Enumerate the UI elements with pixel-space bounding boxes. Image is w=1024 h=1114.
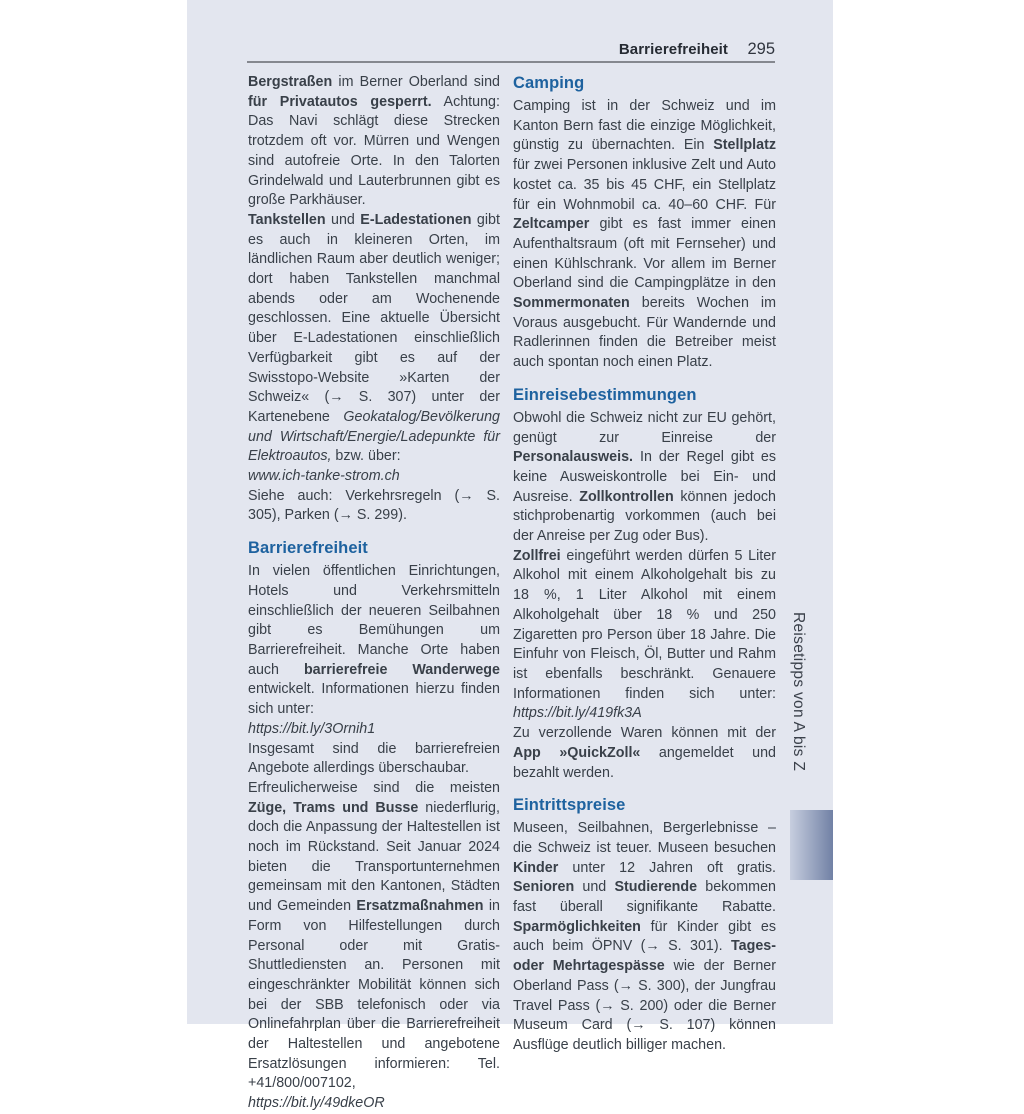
- chapter-tab: [790, 810, 833, 880]
- text-run: Zeltcamper: [513, 216, 590, 233]
- text-run: Achtung: Das Navi schlägt diese Strecken trotzdem oft vor. Mürren und Wengen sind autofreie Orte. In den Talorten Grindelwald und Lauterbrunnen gibt es große Parkhäuser.: [248, 93, 500, 209]
- text-run: können jedoch stichprobenartig vorkommen (auch bei der Anreise per Zug oder Bus).: [513, 488, 776, 545]
- text-run: Ersatzmaßnahmen: [356, 898, 484, 915]
- paragraph: [248, 467, 500, 487]
- url-text: www.ich-tanke-strom.ch: [248, 468, 400, 485]
- text-run: Siehe auch: Verkehrsregeln (→ S. 305), Parken (→ S. 299).: [248, 487, 500, 524]
- section-heading: Barrierefreiheit: [248, 539, 368, 558]
- text-run: Zollkontrollen: [579, 488, 674, 505]
- text-run: und: [574, 879, 615, 896]
- text-columns: [248, 73, 776, 1114]
- url-text: Geokatalog/Bevölkerung und Wirtschaft/Energie/Ladepunkte für Elektroautos,: [248, 408, 500, 465]
- paragraph: [248, 720, 500, 740]
- sidebar-vertical-label: Reisetipps von A bis Z: [790, 612, 807, 772]
- paragraph: [513, 547, 776, 724]
- page-number: 295: [747, 40, 775, 58]
- section-heading: Camping: [513, 74, 585, 92]
- text-run: bzw. über:: [331, 448, 401, 465]
- text-run: bekommen fast überall signifikante Rabatte.: [513, 879, 776, 916]
- text-run: Obwohl die Schweiz nicht zur EU gehört, genügt zur Einreise der: [513, 409, 776, 446]
- paragraph: [513, 819, 776, 1055]
- section-heading: Einreisebestimmungen: [513, 385, 697, 404]
- text-run: niederflurig, doch die Anpassung der Haltestellen ist noch im Rückstand. Seit Januar 2024 bieten die Transportunternehmen gemeinsam mit den Kantonen, Städten und Gemeinden: [248, 799, 500, 915]
- text-run: Tankstellen: [248, 211, 326, 228]
- text-run: Erfreulicherweise sind die meisten: [248, 779, 500, 796]
- text-run: wie der Berner Oberland Pass (→ S. 300), der Jungfrau Travel Pass (→ S. 200) oder die Berner Museum Card (→ S. 107) können Ausflüge deutlich billiger machen.: [513, 958, 776, 1053]
- url-text: https://bit.ly/419fk3A: [513, 705, 642, 722]
- paragraph: [248, 562, 500, 720]
- text-run: Zu verzollende Waren können mit der: [513, 725, 776, 742]
- text-run: Museen, Seilbahnen, Bergerlebnisse – die Schweiz ist teuer. Museen besuchen: [513, 820, 776, 856]
- paragraph: [248, 1094, 500, 1114]
- text-run: eingeführt werden dürfen 5 Liter Alkohol mit einem Alkoholgehalt bis zu 18 %, 1 Liter Alkohol mit einem Alkoholgehalt über 18 % und 250 Zigaretten pro Person über 18 Jahre. Die Einfuhr von Fleisch, Öl, Butter und Rahm ist ebenfalls beschränkt. Genauere Informationen finden sich unter:: [513, 547, 776, 702]
- text-run: Tages- oder Mehrtagespässe: [513, 938, 776, 975]
- text-run: App »QuickZoll«: [513, 744, 641, 761]
- column-left: [248, 73, 500, 1114]
- text-run: für zwei Personen inklusive Zelt und Auto kostet ca. 35 bis 45 CHF, ein Stellplatz für ein Wohnmobil ca. 40–60 CHF. Für: [513, 157, 776, 213]
- paragraph: [248, 740, 500, 779]
- text-run: Stellplatz: [713, 137, 776, 154]
- text-run: gibt es auch in kleineren Orten, im ländlichen Raum aber deutlich weniger; dort haben Tankstellen manchmal abends oder am Wochenende geschlossen. Eine aktuelle Übersicht über E-Ladestationen einschließlich Verfügbarkeit gibt es auf der Swisstopo-Website »Karten der Schweiz« (→ S. 307) unter der Kartenebene: [248, 211, 500, 425]
- page-header: [247, 40, 775, 59]
- text-run: Kinder: [513, 859, 559, 876]
- text-run: Studierende: [614, 879, 698, 896]
- url-text: https://bit.ly/49dkeOR: [248, 1095, 385, 1112]
- text-run: entwickelt. Informationen hierzu finden sich unter:: [248, 681, 500, 718]
- text-run: E-Ladestationen: [360, 211, 472, 228]
- section-heading: Eintrittspreise: [513, 796, 626, 815]
- text-run: bereits Wochen im Voraus ausgebucht. Für Wandernde und Radlerinnen finden die Betreiber meist auch spontan noch einen Platz.: [513, 295, 776, 371]
- text-run: Personalausweis.: [513, 449, 633, 466]
- paragraph: [248, 73, 500, 211]
- text-run: In vielen öffentlichen Einrichtungen, Hotels und Verkehrsmitteln einschließlich der neueren Seilbahnen gibt es Bemühungen um Barrierefreiheit. Manche Orte haben auch: [248, 563, 500, 678]
- text-run: gibt es fast immer einen Aufenthaltsraum (oft mit Fernseher) und einen Kühlschrank. Vor allem im Berner Oberland sind die Campingplätze in den: [513, 216, 776, 292]
- text-run: für Privatautos gesperrt.: [248, 93, 432, 110]
- url-text: https://bit.ly/3Ornih1: [248, 720, 376, 737]
- book-page: [187, 0, 833, 1112]
- text-run: und: [325, 211, 361, 228]
- text-run: im Berner Oberland sind: [332, 74, 500, 90]
- text-run: Insgesamt sind die barrierefreien Angebote allerdings überschaubar.: [248, 740, 500, 777]
- text-run: in Form von Hilfestellungen durch Personal oder mit Gratis-Shuttlediensten an. Personen mit eingeschränkter Mobilität können sich bei der SBB telefonisch oder via Onlinefahrplan über die Barrierefreiheit der Haltestellen und angebotene Ersatzlösungen informieren: Tel. +41/800/007102,: [248, 898, 500, 1092]
- paragraph: [248, 211, 500, 467]
- text-run: Camping ist in der Schweiz und im Kanton Bern fast die einzige Möglichkeit, günstig zu übernachten. Ein: [513, 98, 776, 154]
- paragraph: [248, 779, 500, 1094]
- text-run: Bergstraßen: [248, 74, 333, 90]
- text-run: Zollfrei: [513, 547, 561, 564]
- text-run: unter 12 Jahren oft gratis.: [558, 859, 776, 876]
- text-run: In der Regel gibt es keine Ausweiskontrolle bei Ein- und Ausreise.: [513, 449, 776, 505]
- text-run: barrierefreie Wanderwege: [303, 661, 500, 678]
- text-run: Sparmöglichkeiten: [513, 918, 641, 935]
- paragraph: [248, 487, 500, 526]
- text-run: angemeldet und bezahlt werden.: [513, 744, 777, 781]
- running-header-label: Barrierefreiheit: [618, 41, 729, 58]
- text-run: Sommermonaten: [513, 295, 630, 312]
- text-run: Züge, Trams und Busse: [248, 799, 419, 816]
- text-run: für Kinder gibt es auch beim ÖPNV (→ S. 301).: [513, 918, 776, 955]
- column-right: [513, 73, 776, 1114]
- paragraph: [513, 97, 776, 373]
- header-rule: [247, 61, 775, 63]
- text-run: Senioren: [513, 879, 575, 896]
- paragraph: [513, 724, 776, 783]
- paragraph: [513, 409, 776, 547]
